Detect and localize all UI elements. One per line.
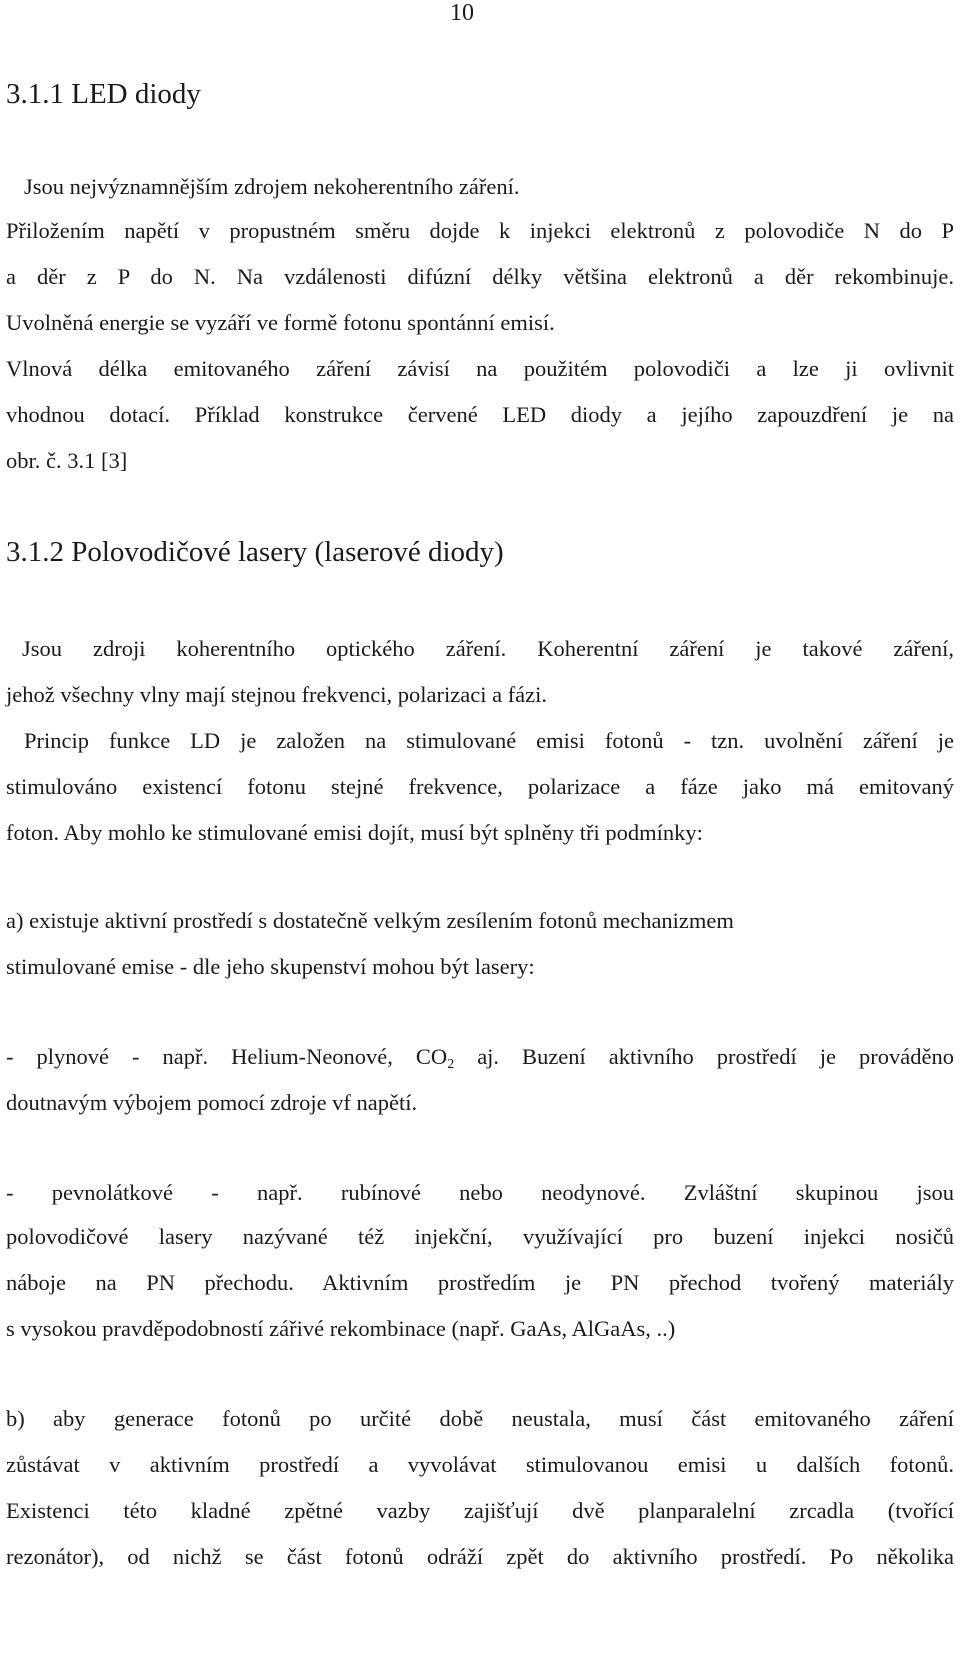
paragraph-line: Jsou zdroji koherentního optického záření. Koherentní záření je takové záření, xyxy=(22,636,954,661)
paragraph-line: Jsou nejvýznamnějším zdrojem nekoherentního záření. xyxy=(24,174,520,199)
section-heading-laser: 3.1.2 Polovodičové lasery (laserové diody) xyxy=(6,536,504,568)
solid-laser-line: - pevnolátkové - např. rubínové nebo neodynové. Zvláštní skupinou jsou xyxy=(6,1180,954,1205)
condition-b-line: Existenci této kladné zpětné vazby zajišťují dvě planparalelní zrcadla (tvořící xyxy=(6,1498,954,1523)
paragraph-line: jehož všechny vlny mají stejnou frekvenci, polarizaci a fázi. xyxy=(6,682,548,707)
condition-b-line: b) aby generace fotonů po určité době neustala, musí část emitovaného záření xyxy=(6,1406,954,1431)
subscript-2: 2 xyxy=(447,1057,455,1072)
solid-laser-line: polovodičové lasery nazývané též injekční, využívající pro buzení injekci nosičů xyxy=(6,1224,954,1249)
gas-laser-text-cont: aj. Buzení aktivního prostředí je prováděno xyxy=(454,1044,954,1069)
solid-laser-line: náboje na PN přechodu. Aktivním prostředím je PN přechod tvořený materiály xyxy=(6,1270,954,1295)
condition-b-line: rezonátor), od nichž se část fotonů odráží zpět do aktivního prostředí. Po několika xyxy=(6,1544,954,1569)
section-heading-led: 3.1.1 LED diody xyxy=(6,78,201,110)
solid-laser-line: s vysokou pravděpodobností zářivé rekombinace (např. GaAs, AlGaAs, ..) xyxy=(6,1316,676,1341)
gas-laser-text: - plynové - např. Helium-Neonové, CO xyxy=(6,1044,448,1069)
gas-laser-line xyxy=(6,1042,954,1072)
page-number: 10 xyxy=(450,0,474,26)
paragraph-line: a děr z P do N. Na vzdálenosti difúzní délky většina elektronů a děr rekombinuje. xyxy=(6,264,954,289)
paragraph-line: stimulováno existencí fotonu stejné frekvence, polarizace a fáze jako má emitovaný xyxy=(6,774,954,799)
gas-laser-line: doutnavým výbojem pomocí zdroje vf napětí. xyxy=(6,1090,418,1115)
paragraph-line: Přiložením napětí v propustném směru dojde k injekci elektronů z polovodiče N do P xyxy=(6,218,954,243)
paragraph-line: Vlnová délka emitovaného záření závisí na použitém polovodiči a lze ji ovlivnit xyxy=(6,356,954,381)
paragraph-line: obr. č. 3.1 [3] xyxy=(6,448,128,473)
condition-b-line: zůstávat v aktivním prostředí a vyvolávat stimulovanou emisi u dalších fotonů. xyxy=(6,1452,954,1477)
paragraph-line: Princip funkce LD je založen na stimulované emisi fotonů - tzn. uvolnění záření je xyxy=(24,728,954,753)
condition-a-line: stimulované emise - dle jeho skupenství mohou být lasery: xyxy=(6,954,535,979)
condition-a-line: a) existuje aktivní prostředí s dostatečně velkým zesílením fotonů mechanizmem xyxy=(6,908,734,933)
paragraph-line: Uvolněná energie se vyzáří ve formě fotonu spontánní emisí. xyxy=(6,310,555,335)
paragraph-line: foton. Aby mohlo ke stimulované emisi dojít, musí být splněny tři podmínky: xyxy=(6,820,703,845)
paragraph-line: vhodnou dotací. Příklad konstrukce červené LED diody a jejího zapouzdření je na xyxy=(6,402,954,427)
